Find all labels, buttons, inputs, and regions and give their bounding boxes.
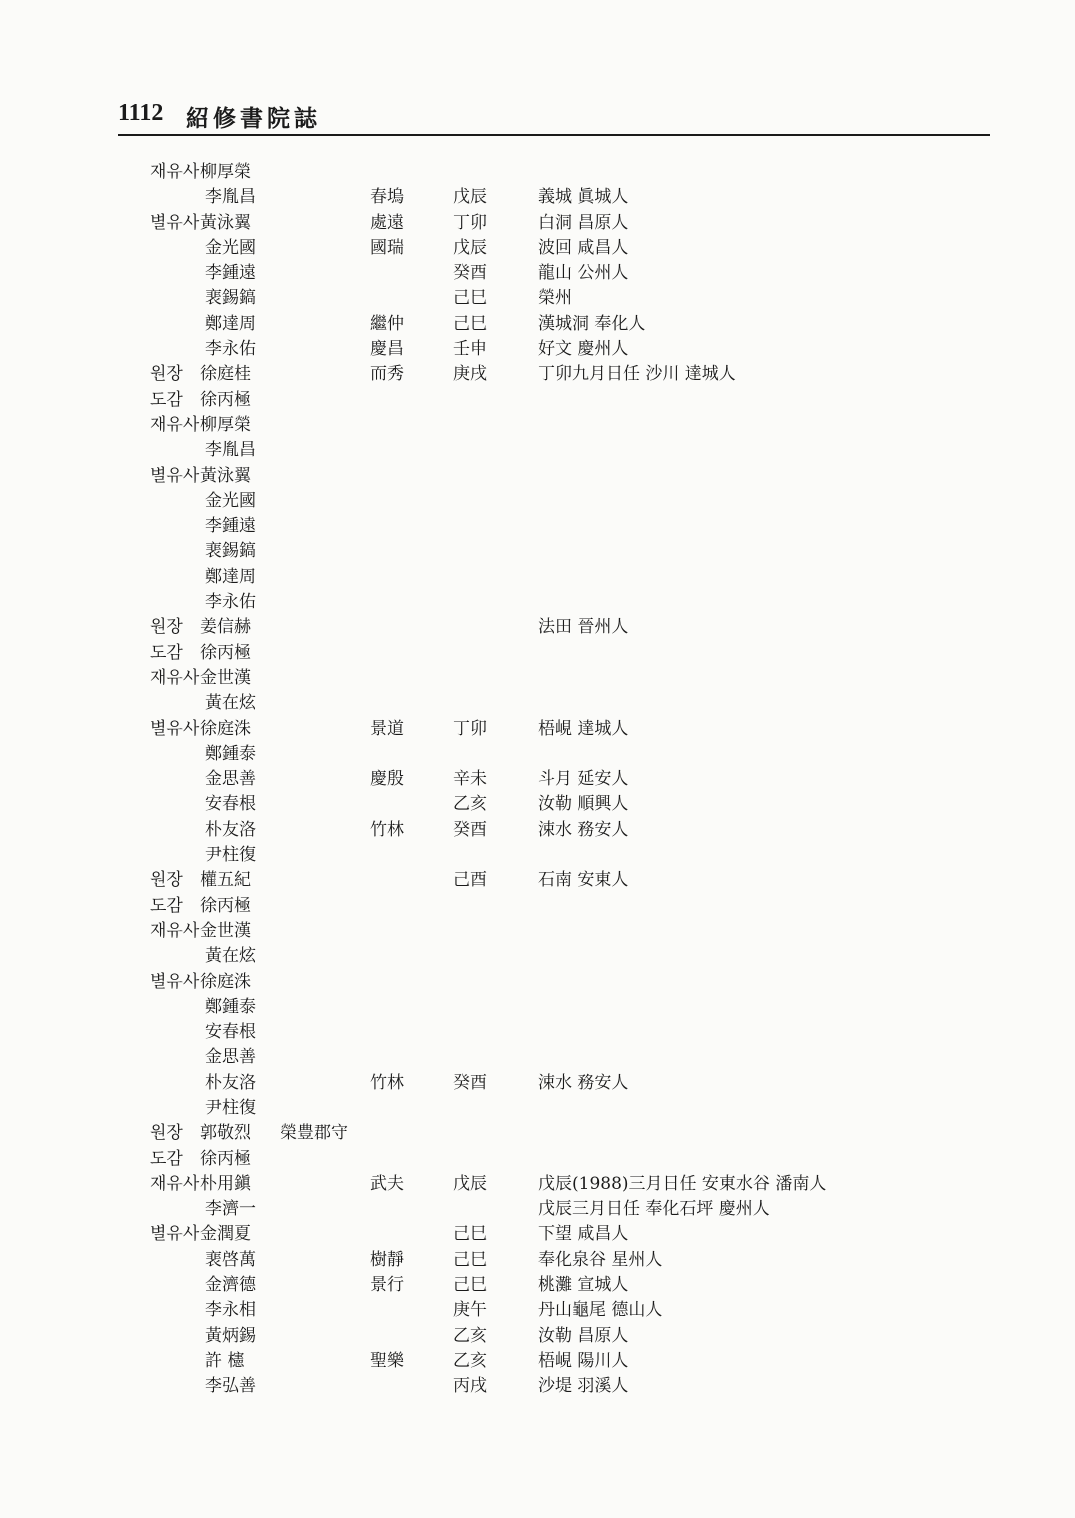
role-label: 별유사 (150, 1224, 200, 1245)
appointment-note: 榮州 (538, 288, 572, 309)
person-name: 黃泳翼 (200, 465, 251, 486)
book-title: 紹修書院誌 (186, 105, 321, 132)
person-name: 裵錫鎬 (205, 288, 256, 309)
person-name: 金潤夏 (200, 1224, 251, 1245)
roster-row (0, 388, 1075, 413)
birth-year: 丁卯 (453, 718, 487, 739)
birth-year: 己巳 (453, 288, 487, 309)
person-name: 金光國 (205, 490, 256, 511)
roster-row (0, 767, 1075, 792)
person-name: 權五紀 (200, 870, 251, 891)
birth-year: 己酉 (453, 870, 487, 891)
roster-row (0, 261, 1075, 286)
birth-year: 丙戌 (453, 1376, 487, 1397)
appointment-note: 涑水 務安人 (538, 1072, 629, 1093)
birth-year: 戊辰 (453, 1173, 487, 1194)
roster-row (0, 1298, 1075, 1323)
birth-year: 癸酉 (453, 263, 487, 284)
role-label: 재유사 (150, 667, 200, 688)
appointment-note: 義城 眞城人 (538, 187, 629, 208)
courtesy-name: 武夫 (370, 1173, 404, 1194)
person-name: 李鍾遠 (205, 516, 256, 537)
appointment-note: 戊辰三月日任 奉化石坪 慶州人 (538, 1199, 770, 1220)
roster-row (0, 1324, 1075, 1349)
birth-year: 己巳 (453, 1249, 487, 1270)
role-label: 도감 (150, 895, 183, 916)
courtesy-name: 春塢 (370, 187, 404, 208)
person-name: 鄭達周 (205, 566, 256, 587)
roster-row (0, 590, 1075, 615)
roster-row (0, 717, 1075, 742)
roster-row (0, 160, 1075, 185)
roster-row (0, 970, 1075, 995)
roster-row (0, 438, 1075, 463)
appointment-note: 法田 晉州人 (538, 617, 629, 638)
person-name: 金思善 (205, 769, 256, 790)
person-name: 徐庭桂 (200, 364, 251, 385)
role-label: 별유사 (150, 971, 200, 992)
role-label: 원장 (150, 870, 183, 891)
page-header (118, 98, 990, 136)
person-name: 金世漢 (200, 667, 251, 688)
person-name: 黃在炫 (205, 693, 256, 714)
birth-year: 庚戌 (453, 364, 487, 385)
roster-row (0, 691, 1075, 716)
role-label: 원장 (150, 1123, 183, 1144)
birth-year: 己巳 (453, 313, 487, 334)
person-name: 朴友洛 (205, 819, 256, 840)
person-name: 柳厚榮 (200, 162, 251, 182)
person-name: 黃泳翼 (200, 212, 251, 233)
roster-row (0, 1248, 1075, 1273)
appointment-note: 白洞 昌原人 (538, 212, 629, 233)
birth-year: 丁卯 (453, 212, 487, 233)
appointment-note: 丹山龜尾 德山人 (538, 1300, 663, 1321)
role-label: 원장 (150, 617, 183, 638)
person-name: 金光國 (205, 237, 256, 258)
roster-row (0, 1071, 1075, 1096)
person-name: 李濟一 (205, 1199, 256, 1220)
person-name: 李永佑 (205, 592, 256, 613)
person-name: 徐丙極 (200, 1148, 251, 1169)
appointment-note: 龍山 公州人 (538, 263, 629, 284)
page-number: 1112 (118, 100, 164, 126)
appointment-note: 好文 慶州人 (538, 339, 629, 360)
birth-year: 乙亥 (453, 1325, 487, 1346)
role-label: 재유사 (150, 920, 200, 941)
birth-year: 己巳 (453, 1224, 487, 1245)
person-name: 鄭鍾泰 (205, 743, 256, 764)
person-name: 金世漢 (200, 920, 251, 941)
birth-year: 癸酉 (453, 819, 487, 840)
roster-row (0, 312, 1075, 337)
roster-row (0, 1222, 1075, 1247)
roster-row (0, 818, 1075, 843)
person-name: 安春根 (205, 1022, 256, 1043)
birth-year: 辛未 (453, 769, 487, 790)
person-name: 裵錫鎬 (205, 541, 256, 562)
person-name: 鄭鍾泰 (205, 996, 256, 1017)
roster-row (0, 995, 1075, 1020)
person-name: 李永相 (205, 1300, 256, 1321)
roster-row (0, 1374, 1075, 1399)
appointment-note: 汝勒 昌原人 (538, 1325, 629, 1346)
birth-year: 乙亥 (453, 794, 487, 815)
roster-row (0, 641, 1075, 666)
appointment-note: 涑水 務安人 (538, 819, 629, 840)
appointment-note: 下望 咸昌人 (538, 1224, 629, 1245)
roster-row (0, 1020, 1075, 1045)
roster-row (0, 1147, 1075, 1172)
person-name: 徐庭洙 (200, 718, 251, 739)
role-label: 재유사 (150, 414, 200, 435)
appointment-note: 波回 咸昌人 (538, 237, 629, 258)
birth-year: 戊辰 (453, 187, 487, 208)
birth-year: 乙亥 (453, 1350, 487, 1371)
appointment-note: 漢城洞 奉化人 (538, 313, 646, 334)
roster-row (0, 565, 1075, 590)
appointment-note: 沙堤 羽溪人 (538, 1376, 629, 1397)
roster-row (0, 792, 1075, 817)
appointment-note: 梧峴 陽川人 (538, 1350, 629, 1371)
roster-row (0, 1172, 1075, 1197)
courtesy-name: 樹靜 (370, 1249, 404, 1270)
roster-row (0, 944, 1075, 969)
roster-row (0, 539, 1075, 564)
role-label: 원장 (150, 364, 183, 385)
roster-row (0, 742, 1075, 767)
roster-row (0, 919, 1075, 944)
courtesy-name: 慶昌 (370, 339, 404, 360)
courtesy-name: 景道 (370, 718, 404, 739)
roster-row (0, 211, 1075, 236)
appointment-note: 丁卯九月日任 沙川 達城人 (538, 364, 736, 385)
person-name: 李永佑 (205, 339, 256, 360)
appointment-note: 汝勒 順興人 (538, 794, 629, 815)
roster-row (0, 236, 1075, 261)
roster-row (0, 1349, 1075, 1374)
person-name: 金思善 (205, 1047, 256, 1068)
courtesy-name: 國瑞 (370, 237, 404, 258)
appointment-note: 石南 安東人 (538, 870, 629, 891)
roster-row (0, 1197, 1075, 1222)
role-label: 도감 (150, 642, 183, 663)
birth-year: 壬申 (453, 339, 487, 360)
birth-year: 庚午 (453, 1300, 487, 1321)
roster-row (0, 514, 1075, 539)
person-name: 徐丙極 (200, 389, 251, 410)
courtesy-name: 聖樂 (370, 1350, 404, 1371)
person-name: 尹柱復 (205, 845, 256, 866)
role-label: 별유사 (150, 718, 200, 739)
roster-row (0, 843, 1075, 868)
roster-row (0, 464, 1075, 489)
roster-row (0, 666, 1075, 691)
birth-year: 戊辰 (453, 237, 487, 258)
birth-year: 癸酉 (453, 1072, 487, 1093)
courtesy-name: 竹林 (370, 819, 404, 840)
birth-year: 己巳 (453, 1275, 487, 1296)
person-name: 朴友洛 (205, 1072, 256, 1093)
courtesy-name: 繼仲 (370, 313, 404, 334)
person-name: 鄭達周 (205, 313, 256, 334)
person-name: 柳厚榮 (200, 414, 251, 435)
person-name: 徐丙極 (200, 642, 251, 663)
role-label: 도감 (150, 1148, 183, 1169)
person-name: 郭敬烈 (200, 1123, 251, 1144)
roster-row (0, 1273, 1075, 1298)
person-name: 徐丙極 (200, 895, 251, 916)
person-name: 李胤昌 (205, 187, 256, 208)
courtesy-name: 景行 (370, 1275, 404, 1296)
person-name: 尹柱復 (205, 1097, 256, 1118)
person-name: 裵啓萬 (205, 1249, 256, 1270)
roster-row (0, 1045, 1075, 1070)
person-name: 金濟德 (205, 1275, 256, 1296)
roster-row (0, 894, 1075, 919)
courtesy-name: 處遠 (370, 212, 404, 233)
role-label: 도감 (150, 389, 183, 410)
courtesy-name: 而秀 (370, 364, 404, 385)
role-label: 별유사 (150, 465, 200, 486)
appointment-note: 戊辰(1988)三月日任 安東水谷 潘南人 (538, 1173, 827, 1194)
appointment-note: 桃灘 宣城人 (538, 1275, 629, 1296)
roster-row (0, 489, 1075, 514)
roster-row (0, 1121, 1075, 1146)
person-name: 李胤昌 (205, 440, 256, 461)
appointment-note: 梧峴 達城人 (538, 718, 629, 739)
appointment-note: 斗月 延安人 (538, 769, 629, 790)
roster-row (0, 337, 1075, 362)
roster-row (0, 868, 1075, 893)
roster-row (0, 185, 1075, 210)
person-name: 李鍾遠 (205, 263, 256, 284)
role-label: 별유사 (150, 212, 200, 233)
person-name: 黃炳錫 (205, 1325, 256, 1346)
roster-row (0, 413, 1075, 438)
person-name: 黃在炫 (205, 946, 256, 967)
person-name: 朴用鎭 (200, 1173, 251, 1194)
official-title: 榮豊郡守 (280, 1123, 348, 1144)
roster-list (0, 160, 1075, 1400)
person-name: 姜信赫 (200, 617, 251, 638)
role-label: 재유사 (150, 1173, 200, 1194)
person-name: 李弘善 (205, 1376, 256, 1397)
role-label: 재유사 (150, 162, 200, 182)
courtesy-name: 竹林 (370, 1072, 404, 1093)
person-name: 徐庭洙 (200, 971, 251, 992)
roster-row (0, 286, 1075, 311)
person-name: 安春根 (205, 794, 256, 815)
roster-row (0, 615, 1075, 640)
person-name: 許 櫶 (205, 1350, 245, 1371)
roster-row (0, 362, 1075, 387)
appointment-note: 奉化泉谷 星州人 (538, 1249, 663, 1270)
roster-row (0, 1096, 1075, 1121)
courtesy-name: 慶殷 (370, 769, 404, 790)
